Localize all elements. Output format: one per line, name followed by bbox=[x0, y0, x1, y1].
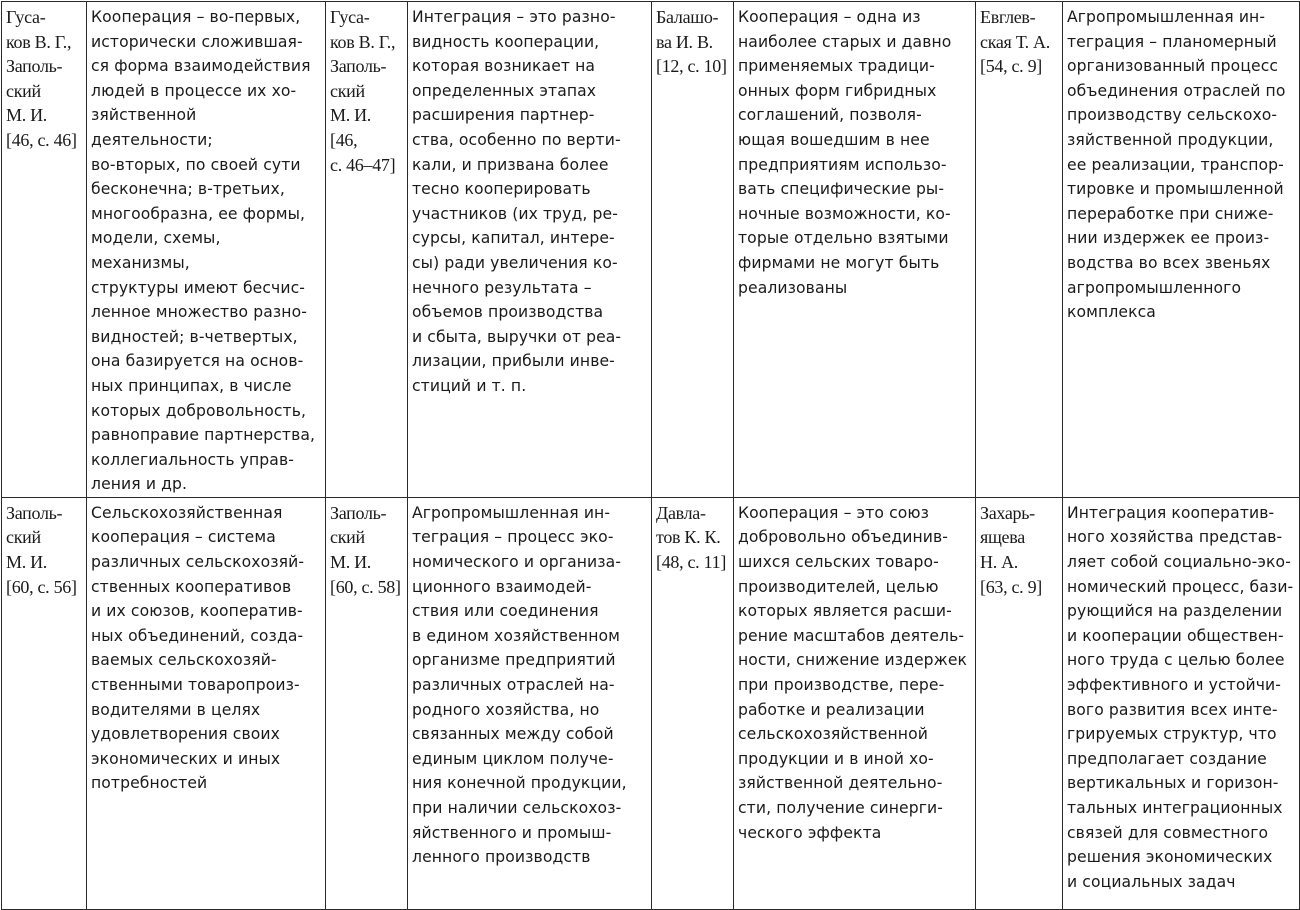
author-cell: Захарь- ящева Н. А. [63, с. 9] bbox=[976, 497, 1063, 909]
definition-cell: Кооперация – это союз добровольно объединив- шихся сельских товаро- производителей, целью которых является расши- рение масштабов деятель- ности, снижение издержек при производстве, пере- работке и реализации сельскохозяйственной продукции и в иной хо- зяйственной деятельно- сти, получение синерги- ческого эффекта bbox=[734, 497, 976, 909]
table-row bbox=[2, 2, 1300, 498]
definitions-table bbox=[1, 1, 1300, 910]
author-cell: Заполь- ский М. И. [60, с. 56] bbox=[2, 497, 87, 909]
definition-cell: Кооперация – одна из наиболее старых и давно применяемых традици- онных форм гибридных соглашений, позволя- ющая вошедшим в нее предприятиям использо- вать специфические ры- ночные возможности, ко- торые отдельно взятыми фирмами не могут быть реализованы bbox=[734, 2, 976, 498]
definition-cell: Сельскохозяйственная кооперация – система различных сельскохозяй- ственных кооперативов и их союзов, кооператив- ных объединений, созда- ваемых сельскохозяй- ственными товаропроиз- водителями в целях удовлетворения своих экономических и иных потребностей bbox=[87, 497, 326, 909]
author-cell: Давла- тов К. К. [48, с. 11] bbox=[652, 497, 734, 909]
author-cell: Гуса- ков В. Г., Заполь- ский М. И. [46, с. 46–47] bbox=[326, 2, 408, 498]
definition-cell: Агропромышленная ин- теграция – планомерный организованный процесс объединения отраслей по производству сельскохо- зяйственной продукции, ее реализации, транспор- тировке и промышленной переработке при сниже- нии издержек ее произ- водства во всех звеньях агропромышленного комплекса bbox=[1063, 2, 1300, 498]
definition-cell: Интеграция кооператив- ного хозяйства представ- ляет собой социально-эко- номический процесс, бази- рующийся на разделении и кооперации обществен- ного труда с целью более эффективного и устойчи- вого развития всех инте- грируемых структур, что предполагает создание вертикальных и горизон- тальных интеграционных связей для совместного решения экономических и социальных задач bbox=[1063, 497, 1300, 909]
author-cell: Евглев- ская Т. А. [54, с. 9] bbox=[976, 2, 1063, 498]
author-cell: Заполь- ский М. И. [60, с. 58] bbox=[326, 497, 408, 909]
author-cell: Балашо- ва И. В. [12, с. 10] bbox=[652, 2, 734, 498]
table-row bbox=[2, 497, 1300, 909]
author-cell: Гуса- ков В. Г., Заполь- ский М. И. [46, с. 46] bbox=[2, 2, 87, 498]
definition-cell: Агропромышленная ин- теграция – процесс эко- номического и организа- ционного взаимодей- ствия или соединения в едином хозяйственном организме предприятий различных отраслей на- родного хозяйства, но связанных между собой единым циклом получе- ния конечной продукции, при наличии сельскохоз- яйственного и промыш- ленного производств bbox=[408, 497, 652, 909]
definition-cell: Интеграция – это разно- видность кооперации, которая возникает на определенных этапах расширения партнер- ства, особенно по верти- кали, и призвана более тесно кооперировать участников (их труд, ре- сурсы, капитал, интере- сы) ради увеличения ко- нечного результата – объемов производства и сбыта, выручки от реа- лизации, прибыли инве- стиций и т. п. bbox=[408, 2, 652, 498]
definition-cell: Кооперация – во-первых, исторически сложившая- ся форма взаимодействия людей в процессе их хо- зяйственной деятельности; во-вторых, по своей сути бесконечна; в-третьих, многообразна, ее формы, модели, схемы, механизмы, структуры имеют бесчис- ленное множество разно- видностей; в-четвертых, она базируется на основ- ных принципах, в числе которых добровольность, равноправие партнерства, коллегиальность управ- ления и др. bbox=[87, 2, 326, 498]
